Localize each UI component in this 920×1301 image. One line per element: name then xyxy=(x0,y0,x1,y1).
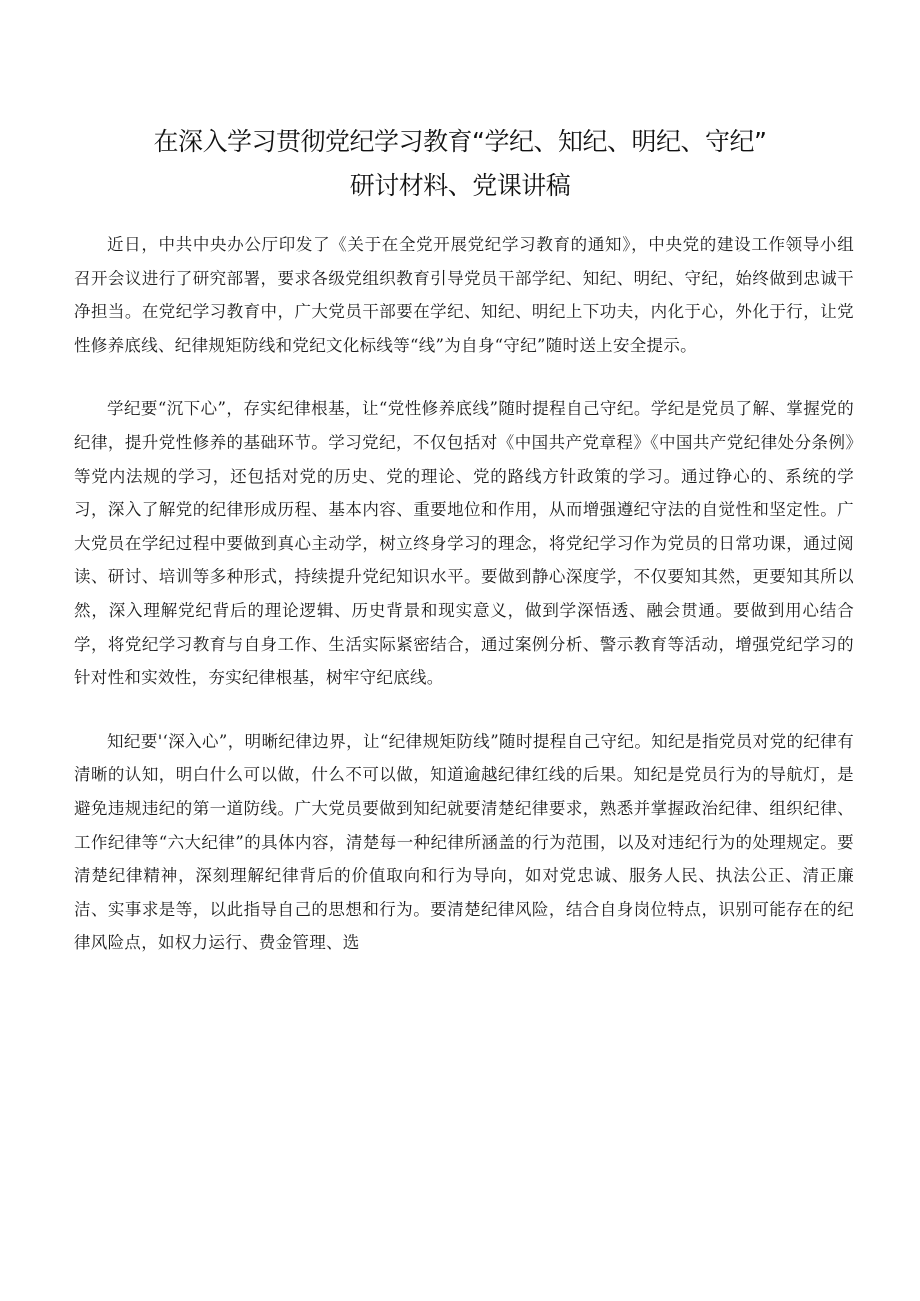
document-title-line-1: 在深入学习贯彻党纪学习教育“学纪、知纪、明纪、守纪” xyxy=(153,127,767,156)
paragraph-xueji: 学纪要“沉下心”，存实纪律根基，让“党性修养底线”随时提程自己守纪。学纪是党员了解、掌握党的纪律，提升党性修养的基础环节。学习党纪，不仅包括对《中国共产党章程》《中国共产党纪律处分条例》等党内法规的学习，还包括对党的历史、党的理论、党的路线方针政策的学习。通过铮心的、系统的学习，深入了解党的纪律形成历程、基本内容、重要地位和作用，从而增强遵纪守法的自觉性和坚定性。广大党员在学纪过程中要做到真心主动学，树立终身学习的理念，将党纪学习作为党员的日常功课，通过阅读、研讨、培训等多种形式，持续提升党纪知识水平。要做到静心深度学，不仅要知其然，更要知其所以然，深入理解党纪背后的理论逻辑、历史背景和现实意义，做到学深悟透、融会贯通。要做到用心结合学，将党纪学习教育与自身工作、生活实际紧密结合，通过案例分析、警示教育等活动，增强党纪学习的针对性和实效性，夯实纪律根基，树牢守纪底线。 xyxy=(74,399,854,688)
document-title-line-2: 研讨材料、党课讲稿 xyxy=(349,171,571,200)
paragraph-zhiji: 知纪要'‘深入心”，明晰纪律边界，让“纪律规矩防线”随时提程自己守纪。知纪是指党员对党的纪律有清晰的认知，明白什么可以做，什么不可以做，知道逾越纪律红线的后果。知纪是党员行为的导航灯，是避免违规违纪的第一道防线。广大党员要做到知纪就要清楚纪律要求，熟悉并掌握政治纪律、组织纪律、工作纪律等“六大纪律”的具体内容，清楚每一种纪律所涵盖的行为范围，以及对违纪行为的处理规定。要清楚纪律精神，深刻理解纪律背后的价值取向和行为导向，如对党忠诚、服务人民、执法公正、清正廉洁、实事求是等，以此指导自己的思想和行为。要清楚纪律风险，结合自身岗位特点，识别可能存在的纪律风险点，如权力运行、费金管理、选 xyxy=(74,731,854,953)
paragraph-intro: 近日，中共中央办公厅印发了《关于在全党开展党纪学习教育的通知》，中央党的建设工作领导小组召开会议进行了研究部署，要求各级党组织教育引导党员干部学纪、知纪、明纪、守纪，始终做到忠诚干净担当。在党纪学习教育中，广大党员干部要在学纪、知纪、明纪上下功夫，内化于心，外化于行，让党性修养底线、纪律规矩防线和党纪文化标线等“线”为自身“守纪”随时送上安全提示。 xyxy=(74,235,854,355)
document-body xyxy=(74,228,854,990)
